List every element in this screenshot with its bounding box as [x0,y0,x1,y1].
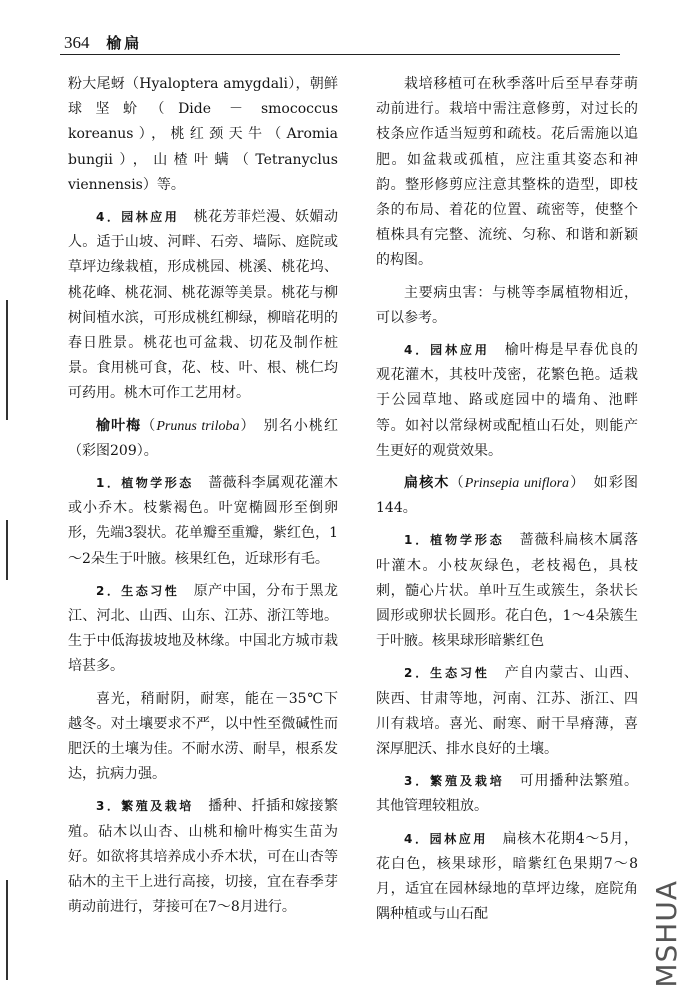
header-rule [60,54,620,55]
paragraph [68,794,338,920]
species-entry: 榆叶梅（Prunus triloba） 别名小桃红（彩图209）。 [68,417,339,459]
paragraph-text: 蔷薇科扁核木属落叶灌木。小枝灰绿色，老枝褐色，具枝刺，髓心片状。单叶互生或簇生，条状长圆形或卵状长圆形。花白色，1～4朵簇生于叶腋。核果球形暗紫红色 [376,532,639,650]
section-heading: 4．园林应用 [404,343,490,358]
paragraph [376,528,638,654]
species-entry: 扁核木（Prinsepia uniflora） 如彩图144。 [376,475,639,517]
section-heading: 4．园林应用 [96,210,180,225]
paragraph [68,205,338,407]
paragraph-text: 如彩图144。 [376,475,639,517]
section-heading: 3．繁殖及栽培 [96,799,194,814]
section-heading: 3．繁殖及栽培 [404,774,505,789]
paragraph-text: 蔷薇科李属观花灌木或小乔木。枝紫褐色。叶宽椭圆形至倒卵形，先端3裂状。花单瓣至重瓣，紫红色，1～2朵生于叶腋。核果红色，近球形有毛。 [68,475,339,567]
latin-name: Prunus triloba [156,418,240,434]
paragraph: 栽培移植可在秋季落叶后至早春芽萌动前进行。栽培中需注意修剪，对过长的枝条应作适当短剪和疏枝。花后需施以追肥。如盆栽或孤植，应注重其姿态和神韵。整形修剪应注意其整株的造型，即枝条的布局、着花的位置、疏密等，使整个植株具有完整、流统、匀称、和谐和新颖的构图。 [376,76,638,269]
paragraph: 喜光，稍耐阴，耐寒，能在－35℃下越冬。对土壤要求不严，以中性至微碱性而肥沃的土壤为佳。不耐水涝、耐旱，根系发达，抗病力强。 [68,690,338,783]
paragraph [68,471,338,572]
section-heading: 2．生态习性 [404,666,490,681]
paragraph: 主要病虫害：与桃等李属植物相近，可以参考。 [376,284,638,326]
species-name: 扁核木 [404,475,450,492]
species-name: 榆叶梅 [96,417,142,434]
left-column [68,72,338,928]
paragraph-text: 播种、扦插和嫁接繁殖。砧木以山杏、山桃和榆叶梅实生苗为好。如欲将其培养成小乔木状，可在山杏等砧木的主干上进行高接，切接，宜在春季芽萌动前进行，芽接可在7～8月进行。 [68,798,339,916]
margin-mark [6,880,8,980]
paragraph-text: 扁核木花期4～5月，花白色，核果球形，暗紫红色果期7～8月，适宜在园林绿地的草坪边缘，庭院角隅种植或与山石配 [376,830,638,923]
paragraph-text: 别名小桃红（彩图209）。 [68,417,339,459]
paragraph: 粉大尾蚜（Hyaloptera amygdali），朝鲜球坚蚧（Dide － smococcus koreanus），桃红颈天牛（Aromia bungii），山楂叶螨（Tetranyclus viennensis）等。 [68,76,338,193]
paragraph [376,827,638,928]
right-column [376,72,638,935]
watermark: MSHUA [650,880,683,988]
section-heading: 1．植物学形态 [404,533,505,548]
section-heading: 4．园林应用 [404,831,489,846]
page-number: 364 [64,33,90,52]
paragraph-text: 榆叶梅是早春优良的观花灌木，其枝叶茂密，花繁色艳。适栽于公园草地、路或庭园中的墙角、池畔等。如衬以常绿树或配植山石处，则能产生更好的观赏效果。 [376,342,639,459]
margin-mark [6,520,8,580]
running-header [64,32,142,53]
section-heading: 2．生态习性 [96,583,180,598]
margin-mark [6,300,8,420]
running-title: 榆扁 [106,34,143,52]
paragraph [376,769,638,819]
paragraph-text: 桃花芳菲烂漫、妖媚动人。适于山坡、河畔、石旁、墙际、庭院或草坪边缘栽植，形成桃园、桃溪、桃花坞、桃花峰、桃花洞、桃花源等美景。桃花与柳树间植水滨，可形成桃红柳绿，柳暗花明的春日胜景。桃花也可盆栽、切花及制作桩景。食用桃可食，花、枝、叶、根、桃仁均可药用。桃木可作工艺用材。 [68,209,339,402]
paragraph [376,661,638,762]
section-heading: 1．植物学形态 [96,476,194,491]
paragraph-text: 产自内蒙古、山西、陕西、甘肃等地，河南、江苏、浙江、四川有栽培。喜光、耐寒、耐干旱瘠薄，喜深厚肥沃、排水良好的土壤。 [376,665,639,758]
latin-name: Prinsepia uniflora [464,476,570,492]
paragraph-text: 可用播种法繁殖。其他管理较粗放。 [376,773,639,815]
paragraph-text: 原产中国，分布于黑龙江、河北、山西、山东、江苏、浙江等地。生于中低海拔坡地及林缘。中国北方城市栽培甚多。 [68,582,339,675]
paragraph [68,579,338,680]
paragraph [376,338,638,464]
